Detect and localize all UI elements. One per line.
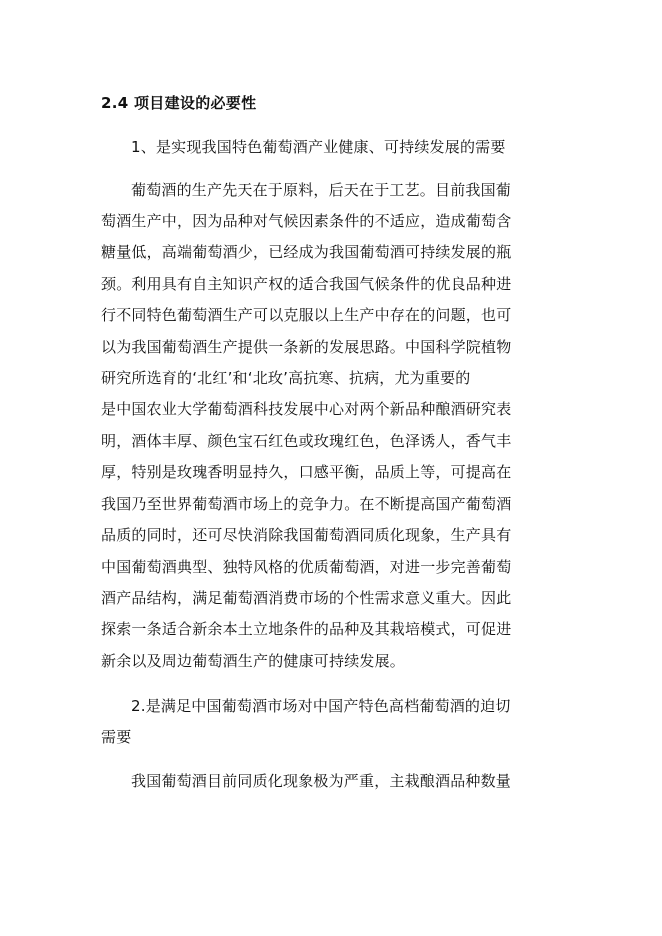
paragraph-line: 我国乃至世界葡萄酒市场上的竞争力。在不断提高国产葡萄酒 bbox=[101, 495, 512, 513]
subsection-2-title-line2: 需要 bbox=[101, 728, 132, 746]
paragraph-line: 葡萄酒的生产先天在于原料，后天在于工艺。目前我国葡 bbox=[131, 181, 512, 199]
paragraph-line: 品质的同时，还可尽快消除我国葡萄酒同质化现象，生产具有 bbox=[101, 526, 512, 544]
paragraph-line: 新余以及周边葡萄酒生产的健康可持续发展。 bbox=[101, 652, 406, 670]
paragraph-line: 以为我国葡萄酒生产提供一条新的发展思路。中国科学院植物 bbox=[101, 338, 512, 356]
paragraph-line: 我国葡萄酒目前同质化现象极为严重，主栽酿酒品种数量 bbox=[131, 772, 512, 790]
paragraph-line: 厚，特别是玫瑰香明显持久，口感平衡，品质上等，可提高在 bbox=[101, 463, 512, 481]
paragraph-line: 萄酒生产中，因为品种对气候因素条件的不适应，造成葡萄含 bbox=[101, 212, 512, 230]
paragraph-line: 明，酒体丰厚、颜色宝石红色或玫瑰红色，色泽诱人，香气丰 bbox=[101, 432, 512, 450]
paragraph-line: 糖量低，高端葡萄酒少，已经成为我国葡萄酒可持续发展的瓶 bbox=[101, 243, 512, 261]
paragraph-line: 是中国农业大学葡萄酒科技发展中心对两个新品种酿酒研究表 bbox=[101, 400, 512, 418]
paragraph-line: 行不同特色葡萄酒生产可以克服以上生产中存在的问题，也可 bbox=[101, 306, 512, 324]
subsection-2-title-line1: 2.是满足中国葡萄酒市场对中国产特色高档葡萄酒的迫切 bbox=[131, 697, 511, 715]
paragraph-line: 研究所选育的‘北红’和‘北玫’高抗寒、抗病，尤为重要的 bbox=[101, 369, 471, 387]
paragraph-line: 探索一条适合新余本土立地条件的品种及其栽培模式，可促进 bbox=[101, 620, 512, 638]
paragraph-line: 酒产品结构，满足葡萄酒消费市场的个性需求意义重大。因此 bbox=[101, 589, 512, 607]
section-heading: 2.4 项目建设的必要性 bbox=[101, 94, 257, 112]
paragraph-line: 中国葡萄酒典型、独特风格的优质葡萄酒，对进一步完善葡萄 bbox=[101, 558, 512, 576]
paragraph-line: 颈。利用具有自主知识产权的适合我国气候条件的优良品种进 bbox=[101, 275, 512, 293]
subsection-1-title: 1、是实现我国特色葡萄酒产业健康、可持续发展的需要 bbox=[131, 138, 506, 156]
